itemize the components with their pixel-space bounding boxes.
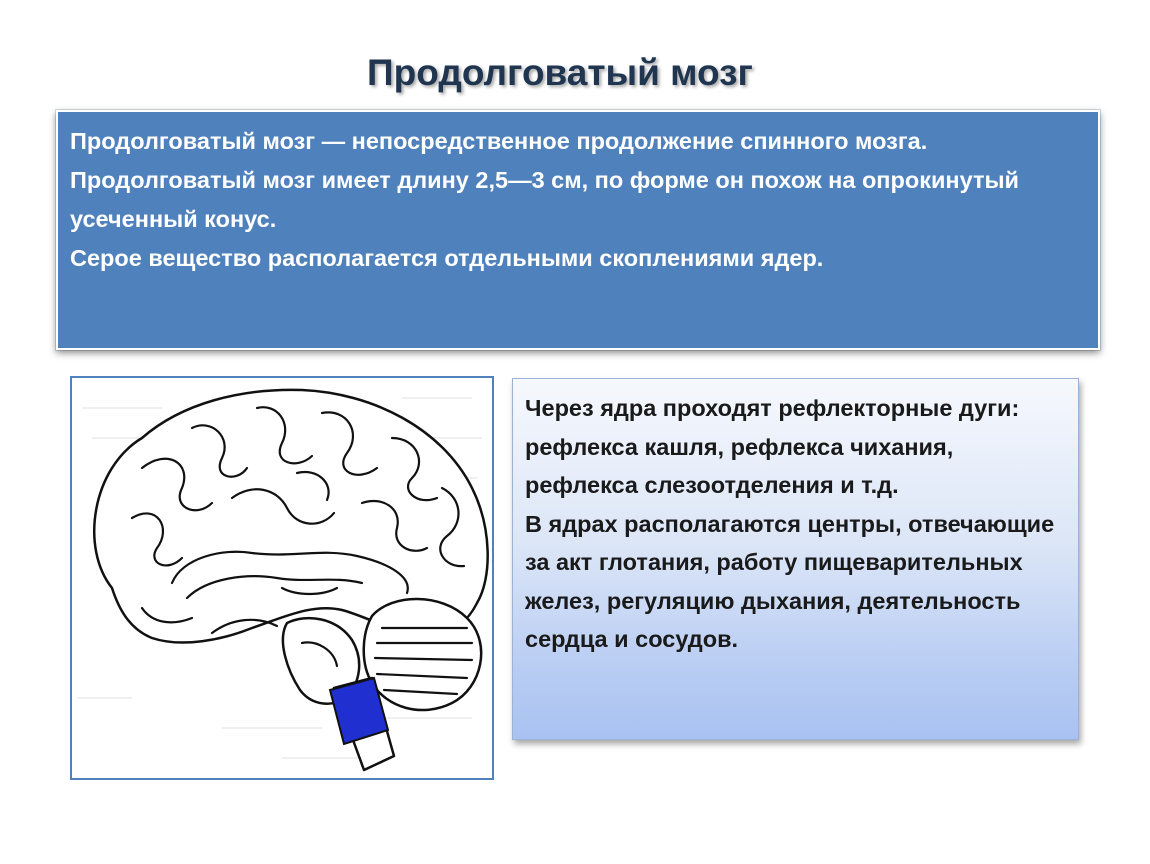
brain-illustration-frame [70,376,494,780]
slide-title: Продолговатый мозг [367,52,753,93]
brain-sagittal-illustration [72,378,492,778]
intro-text-box [56,110,1100,350]
cerebellum [364,599,481,710]
intro-line-3: Серое вещество располагается отдельными скоплениями ядер. [70,245,824,271]
info-paragraph-2: В ядрах располагаются центры, отвечающие за акт глотания, работу пищеварительных желез, регуляцию дыхания, деятельность сердца и сосудов. [525,510,1055,652]
intro-line-1: Продолговатый мозг — непосредственное продолжение спинного мозга. [70,128,928,154]
info-paragraph-1: Через ядра проходят рефлекторные дуги: рефлекса кашля, рефлекса чихания, рефлекса слезоотделения и т.д. [525,395,1020,498]
intro-line-2: Продолговатый мозг имеет длину 2,5—3 см, по форме он похож на опрокинутый усеченный конус. [70,167,1019,232]
info-text-box [512,378,1079,740]
